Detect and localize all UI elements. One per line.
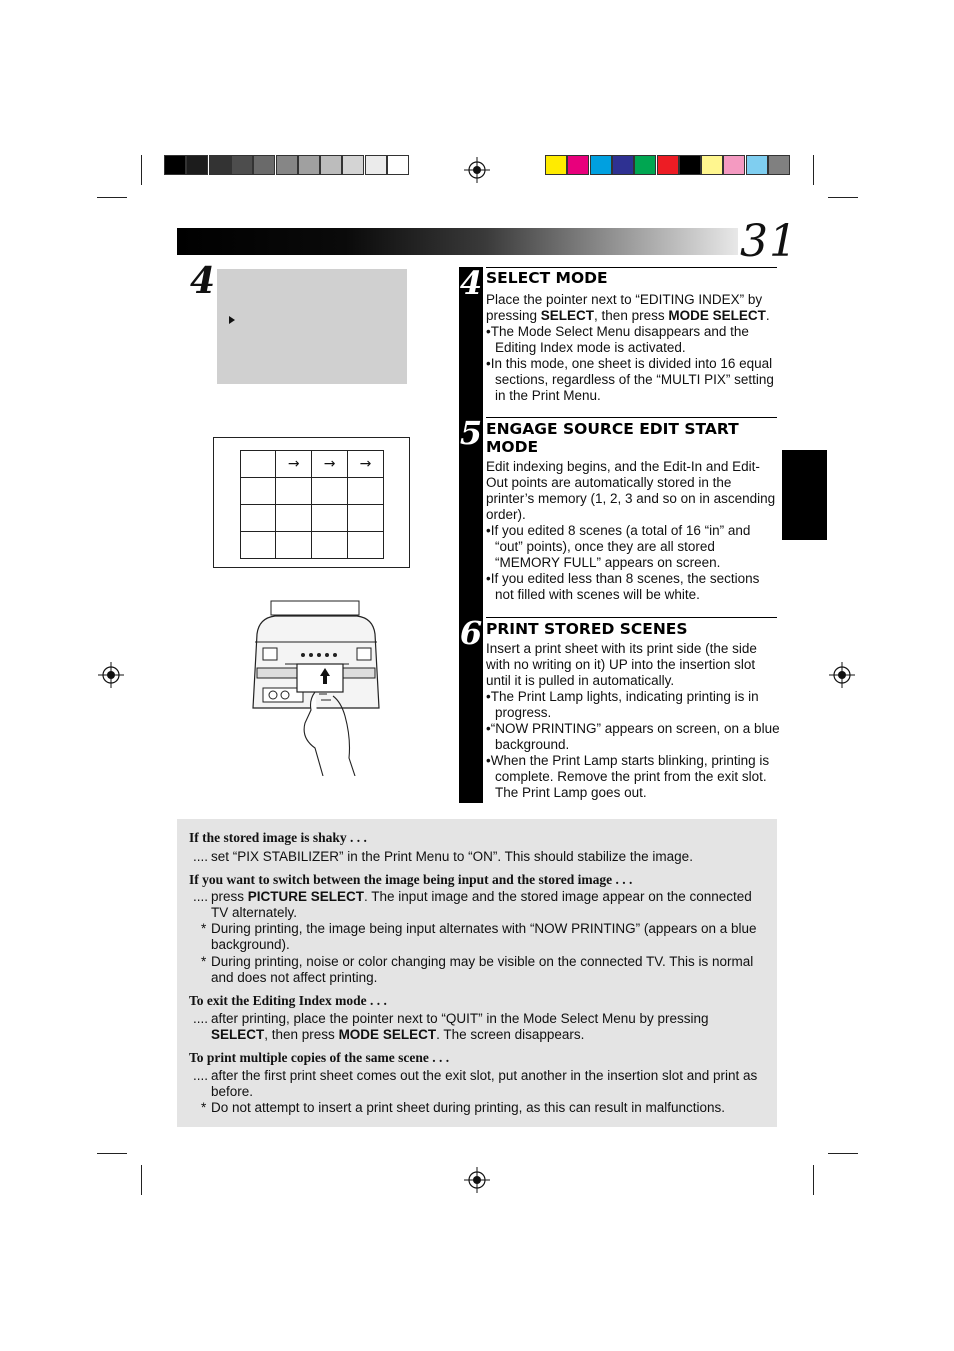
step-rule (486, 617, 777, 618)
note-body: Do not attempt to insert a print sheet during printing, as this can result in malfunctions. (211, 1100, 726, 1115)
bullet-item: •“NOW PRINTING” appears on screen, on a blue background. (486, 721, 780, 752)
note-body: press PICTURE SELECT. The input image and the stored image appear on the connected TV alternately. (211, 889, 752, 920)
gray-swatch (320, 155, 342, 175)
note-star: * (201, 921, 207, 936)
gray-swatch (186, 155, 208, 175)
note-body: During printing, noise or color changing may be visible on the connected TV. This is normal and does not affect printing. (211, 954, 754, 985)
note-dots: .... (193, 1011, 209, 1026)
step-body (486, 459, 780, 603)
registration-target-icon (464, 157, 490, 183)
color-swatch (768, 155, 790, 175)
step-number: 6 (459, 614, 483, 652)
gray-swatch (342, 155, 364, 175)
gray-swatch (209, 155, 231, 175)
note-body: after the first print sheet comes out the exit slot, put another in the insertion slot and print as before. (211, 1068, 758, 1099)
note-title: If you want to switch between the image being input and the stored image . . . (189, 872, 633, 887)
gray-swatch (276, 155, 298, 175)
step-number: 4 (459, 264, 483, 302)
grid-cell (241, 451, 276, 478)
grid-cell (276, 478, 312, 505)
note-title: If the stored image is shaky . . . (189, 830, 367, 845)
triangle-pointer-icon (228, 315, 236, 325)
color-swatch (746, 155, 768, 175)
grid-arrow: → (348, 451, 384, 478)
note-dots: .... (193, 889, 209, 904)
registration-target-icon (464, 1167, 490, 1193)
note-body: after printing, place the pointer next to “QUIT” in the Mode Select Menu by pressing SELECT, then press MODE SELECT. The screen disappears. (211, 1011, 709, 1042)
note-star: * (201, 954, 207, 969)
step-number: 5 (459, 414, 483, 452)
menu-screen-illustration (217, 269, 407, 384)
gray-swatch (231, 155, 253, 175)
color-swatch (657, 155, 679, 175)
registration-target-icon (98, 662, 124, 688)
section-tab (782, 450, 827, 540)
grid-cell (241, 532, 276, 559)
note-title: To print multiple copies of the same scene . . . (189, 1050, 450, 1065)
note-dots: .... (193, 849, 209, 864)
crop-mark (828, 1153, 858, 1154)
grid-cell (312, 478, 348, 505)
color-swatch (679, 155, 701, 175)
figure-step-number: 4 (190, 260, 216, 302)
color-swatch (567, 155, 589, 175)
note-dots: .... (193, 1068, 209, 1083)
note-star: * (201, 1100, 207, 1115)
crop-mark (97, 1153, 127, 1154)
color-swatch (612, 155, 634, 175)
step-rule (486, 267, 777, 268)
grid-cell (241, 478, 276, 505)
gray-swatch (387, 155, 409, 175)
step-rule (486, 417, 777, 418)
gray-swatch (298, 155, 320, 175)
printer-insertion-illustration (245, 598, 390, 776)
grid-cell (241, 505, 276, 532)
crop-mark (828, 197, 858, 198)
gray-swatch (365, 155, 387, 175)
grid-cell (348, 532, 384, 559)
note-title: To exit the Editing Index mode . . . (189, 993, 387, 1008)
grid-cell (348, 478, 384, 505)
gray-swatch (164, 155, 186, 175)
grid-arrow: → (312, 451, 348, 478)
bullet-item: •In this mode, one sheet is divided into 16 equal sections, regardless of the “MULTI PIX” setting in the Print Menu. (486, 356, 774, 403)
bullet-item: •If you edited less than 8 scenes, the sections not filled with scenes will be white. (486, 571, 760, 602)
step-bar (459, 267, 483, 803)
bullet-item: •When the Print Lamp starts blinking, printing is complete. Remove the print from the exit slot. The Print Lamp goes out. (486, 753, 770, 800)
note-body: During printing, the image being input alternates with “NOW PRINTING” (appears on a blue background). (211, 921, 757, 952)
step-title: SELECT MODE (486, 269, 608, 287)
grid-cell (348, 505, 384, 532)
color-swatch (590, 155, 612, 175)
color-swatch (545, 155, 567, 175)
bullet-item: •If you edited 8 scenes (a total of 16 “in” and “out” points), once they are all stored “MEMORY FULL” appears on screen. (486, 523, 751, 570)
step-body (486, 292, 780, 404)
index-sheet-grid (240, 450, 384, 559)
grid-cell (312, 532, 348, 559)
header-gradient-bar (177, 228, 738, 255)
step-title: ENGAGE SOURCE EDIT START MODE (486, 420, 739, 456)
bullet-item: •The Mode Select Menu disappears and the Editing Index mode is activated. (486, 324, 749, 355)
registration-target-icon (829, 662, 855, 688)
grid-cell (312, 505, 348, 532)
color-swatch (701, 155, 723, 175)
grid-arrow: → (276, 451, 312, 478)
crop-mark (813, 155, 814, 185)
step-body (486, 641, 780, 801)
step-intro: Insert a print sheet with its print side (the side with no writing on it) UP into the insertion slot until it is pulled in automatically. (486, 641, 757, 688)
step-title: PRINT STORED SCENES (486, 620, 688, 638)
grid-cell (276, 505, 312, 532)
bullet-item: •The Print Lamp lights, indicating printing is in progress. (486, 689, 759, 720)
step-intro: Place the pointer next to “EDITING INDEX” by pressing SELECT, then press MODE SELECT. (486, 292, 770, 323)
crop-mark (141, 1165, 142, 1195)
color-swatch (723, 155, 745, 175)
crop-mark (813, 1165, 814, 1195)
color-swatch (634, 155, 656, 175)
crop-mark (97, 197, 127, 198)
note-body: set “PIX STABILIZER” in the Print Menu to “ON”. This should stabilize the image. (211, 849, 693, 864)
page-number: 31 (740, 216, 798, 267)
crop-mark (141, 155, 142, 185)
gray-swatch (253, 155, 275, 175)
grid-cell (276, 532, 312, 559)
step-intro: Edit indexing begins, and the Edit-In and Edit-Out points are automatically stored in the printer’s memory (1, 2, 3 and so on in ascending order). (486, 459, 776, 522)
